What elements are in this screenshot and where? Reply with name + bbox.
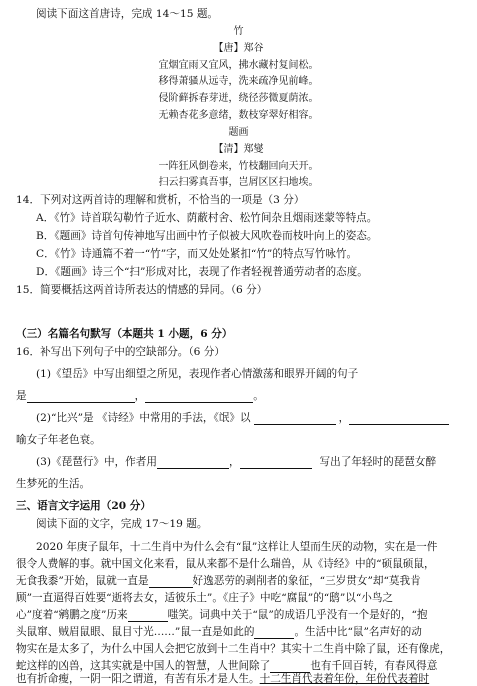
answer-blank[interactable]	[254, 627, 294, 639]
answer-blank[interactable]	[240, 457, 312, 469]
q14-option-d: D．《题画》诗三个“扫”形成对比，表现了作者轻视普通劳动者的态度。	[36, 266, 368, 278]
q16-item1: (1)《望岳》中写出细望之所见，表现作者心情激荡和眼界开阔的句子	[36, 368, 359, 380]
poem2-line: 扫云扫雾真吾事，岂屑区区扫地埃。	[158, 177, 319, 188]
answer-blank[interactable]	[145, 391, 253, 403]
passage-line: 也有折命瘦，一阴一阳之谓道，有苦有乐才是人生。十二生肖代表着年份，年份代表着时	[16, 673, 430, 685]
poem1-line: 移得萧骚从远寺，洗来疏净见前峰。	[158, 76, 319, 87]
q14-option-b: B．《题画》诗首句传神地写出画中竹子似被大风吹卷而枝叶向上的姿态。	[36, 230, 378, 242]
answer-blank[interactable]	[349, 413, 449, 425]
poem2-line: 一阵狂风倒卷来，竹枝翻回向天开。	[158, 161, 319, 172]
q16-item2: (2)“比兴”是 《诗经》中常用的手法，《氓》以 ，	[36, 412, 449, 425]
poem2-author: 【清】郑燮	[213, 144, 264, 155]
poem1-line: 无赖杏花多意绪，数枝穿翠好相容。	[158, 110, 319, 121]
passage-line: 蛇这样的凶兽，这其实就是中国人的智慧，人世间除了 也有千回百转，有春风得意	[16, 660, 438, 672]
q16-item2-cont: 喻女子年老色衰。	[16, 434, 101, 446]
passage-line: 无食我黍”开始，鼠就一直是 好逸恶劳的剥削者的象征，“三岁贯女”却“莫我肯	[16, 575, 421, 587]
q15-stem: 15．简要概括这两首诗所表达的情感的异同。（6 分）	[16, 284, 268, 296]
poem1-title: 竹	[233, 26, 244, 37]
poem1-author: 【唐】郑谷	[213, 43, 264, 54]
reading-intro: 阅读下面这首唐诗，完成 14～15 题。	[36, 8, 219, 20]
section-lang-heading: 三、语言文字运用（20 分）	[16, 500, 151, 512]
answer-blank[interactable]	[157, 457, 229, 469]
passage-line: 顾”一直逼得百姓要“逝将去女，适彼乐土”。《庄子》中吃“腐鼠”的“鸱”以“小鸟之	[16, 592, 394, 604]
section-lang-intro: 阅读下面的文字，完成 17～19 题。	[36, 518, 208, 530]
q16-item1-answer: 是 ， 。	[16, 390, 264, 402]
underlined-sentence: 十二生肖代表着年份，年份代表着时	[259, 673, 430, 685]
q16-stem: 16．补写出下列句子中的空缺部分。（6 分）	[16, 346, 225, 358]
passage-line: 物实在是太多了，为什么中国人会把它放到十二生肖中？其实十二生肖中除了鼠，还有像虎，	[16, 643, 451, 655]
section3-heading: （三）名篇名句默写（本题共 1 小题，6 分）	[16, 328, 233, 340]
q16-item3: (3)《琵琶行》中，作者用 ， 写出了年轻时的琵琶女醉	[36, 456, 437, 468]
poem1-line: 侵阶藓拆春芽迸，绕径莎微夏荫浓。	[158, 93, 319, 104]
passage-line: 头鼠窜、贼眉鼠眼、鼠目寸光……”鼠一直是如此的 。生活中比“鼠”名声好的动	[16, 626, 422, 638]
poem1-line: 宜烟宜雨又宜风，拂水藏村复间松。	[158, 60, 319, 71]
q14-stem: 14．下列对这两首诗的理解和赏析，不恰当的一项是（3 分）	[16, 194, 305, 206]
q14-option-a: A．《竹》诗首联勾勒竹子近水、荫蔽村舍、松竹间杂且烟雨迷蒙等特点。	[36, 212, 378, 224]
answer-blank[interactable]	[27, 391, 135, 403]
q14-option-c: C．《竹》诗通篇不着一“竹”字，而又处处紧扣“竹”的特点写竹咏竹。	[36, 248, 358, 260]
passage-line: 心”度着“鹓鹏之度”历来 嗤笑。词典中关于“鼠”的成语几乎没有一个是好的，“抱	[16, 609, 428, 621]
answer-blank[interactable]	[128, 610, 168, 622]
answer-blank[interactable]	[270, 661, 310, 673]
answer-blank[interactable]	[149, 576, 193, 588]
q16-item3-cont: 生梦死的生活。	[16, 478, 91, 490]
passage-line: 2020 年庚子鼠年，十二生肖中为什么会有“鼠”这样让人望而生厌的动物，实在是一件	[36, 541, 438, 553]
poem2-title: 题画	[228, 127, 249, 138]
passage-line: 很令人费解的事。就中国文化来看，鼠从来都不是什么瑞兽，从《诗经》中的“硕鼠硕鼠，	[16, 558, 435, 570]
answer-blank[interactable]	[254, 413, 336, 425]
